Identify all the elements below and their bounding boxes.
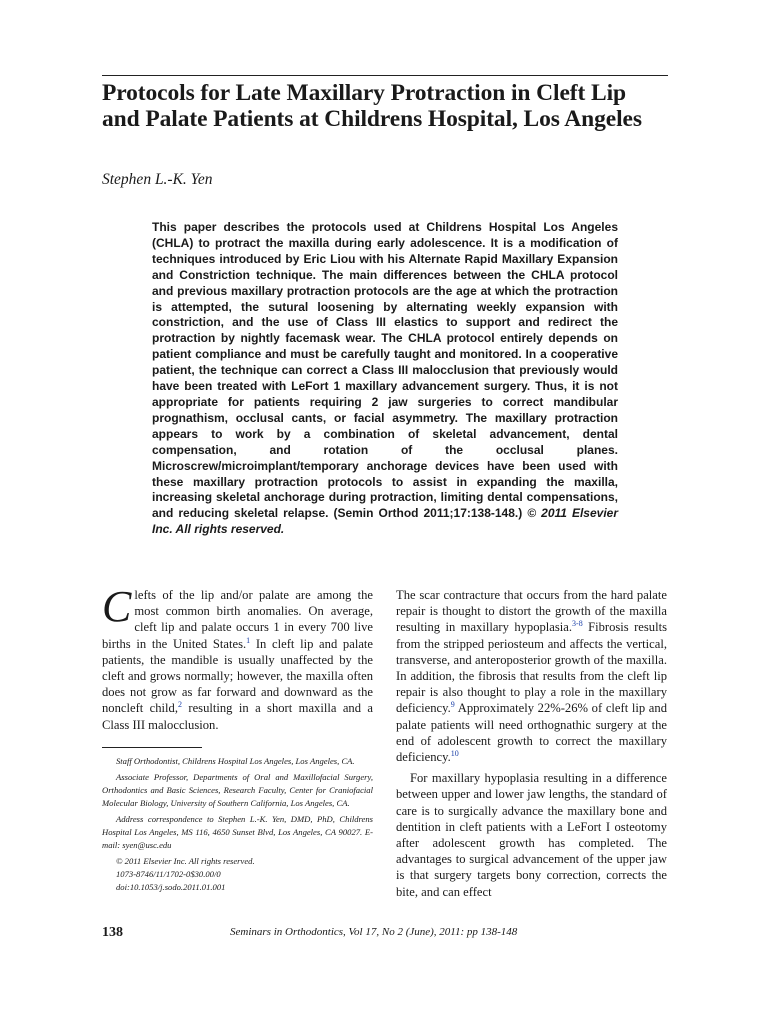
footnote-correspondence: Address correspondence to Stephen L.-K. Yen, DMD, PhD, Childrens Hospital Los Angeles, MS 116, 4650 Sunset Blvd, Los Angeles, CA 90027. E-mail: syen@usc.edu	[102, 814, 373, 850]
page-number: 138	[102, 925, 123, 940]
author-name: Stephen L.-K. Yen	[102, 171, 213, 188]
intro-paragraph: Clefts of the lip and/or palate are among the most common birth anomalies. On average, cleft lip and palate occurs 1 in every 700 live births in the United States.$^1$ In cleft lip and palate patients, the mandible is usually unaffected by the cleft and grows normally; however, the maxilla often does not grow as far forward and downward as the noncleft child,$^2$ resulting in a short maxilla and a Class III malocclusion.	[102, 582, 373, 732]
reference-link-2[interactable]: 2	[178, 700, 182, 710]
reference-link-10[interactable]: 10	[450, 749, 459, 759]
body-column-right	[396, 587, 667, 900]
abstract-copyright: © 2011 Elsevier Inc. All rights reserved.	[152, 506, 618, 537]
footnote-copyright: © 2011 Elsevier Inc. All rights reserved.	[116, 856, 255, 866]
reference-link-1[interactable]: 1	[246, 635, 251, 645]
body-column-left	[102, 582, 373, 733]
journal-citation: Seminars in Orthodontics, Vol 17, No 2 (June), 2011: pp 138-148	[230, 926, 518, 938]
footnote-issn: 1073-8746/11/1702-0$30.00/0	[116, 869, 221, 879]
article-title: Protocols for Late Maxillary Protraction in Cleft Lip and Palate Patients at Childrens Hospital, Los Angeles	[102, 80, 642, 132]
hypoplasia-paragraph: For maxillary hypoplasia resulting in a difference between upper and lower jaw lengths, the standard of care is to surgically advance the maxillary bone and dentition in cleft patients with a LeFort I osteotomy after adolescent growth has completed. The advantages to surgical advancement of the upper jaw is that surgery targets bony correction, corrects the bite, and can effect	[396, 771, 667, 899]
footnote-affiliation-1: Staff Orthodontist, Childrens Hospital Los Angeles, Los Angeles, CA.	[116, 756, 355, 766]
drop-cap: C	[102, 582, 132, 631]
email-link[interactable]: syen@usc.edu	[122, 840, 172, 850]
reference-link-3-8[interactable]: 3-8	[572, 619, 583, 629]
abstract	[152, 220, 618, 538]
reference-link-9[interactable]: 9	[450, 700, 455, 710]
scar-paragraph: The scar contracture that occurs from the hard palate repair is thought to distort the growth of the maxilla resulting in maxillary hypoplasia.$^{3-8}$ Fibrosis results from the stripped periosteum and affects the vertical, transverse, and anteroposterior growth of the maxilla. In addition, the fibrosis that results from the cleft lip repair is also thought to play a role in the maxillary deficiency.$^9$ Approximately 22%-26% of cleft lip and palate patients will need orthognathic surgery at the end of adolescent growth to correct the maxillary deficiency.$^{10}$	[396, 588, 667, 765]
footnote-affiliation-2: Associate Professor, Departments of Oral and Maxillofacial Surgery, Orthodontics and Basic Sciences, Research Faculty, Center for Craniofacial Molecular Biology, University of Southern California, Los Angeles, CA.	[102, 772, 373, 808]
top-rule	[102, 75, 668, 76]
footnote-doi: doi:10.1053/j.sodo.2011.01.001	[116, 882, 226, 892]
footnotes	[102, 755, 373, 894]
abstract-text: This paper describes the protocols used at Childrens Hospital Los Angeles (CHLA) to protract the maxilla during early adolescence. It is a modification of techniques introduced by Eric Liou with his Alternate Rapid Maxillary Expansion and Constriction technique. The main differences between the CHLA protocol and previous maxillary protraction protocols are the age at which the protraction is attempted, the sutural loosening by alternating weekly expansion with constriction, and the use of Class III elastics to support and redirect the protraction by nightly facemask wear. The CHLA protocol entirely depends on patient compliance and must be carefully taught and monitored. In a cooperative patient, the technique can correct a Class III malocclusion that previously would have been treated with LeFort 1 maxillary advancement surgery. Thus, it is not appropriate for patients requiring 2 jaw surgeries to correct mandibular prognathism, occlusal cants, or facial asymmetry. The maxillary protraction appears to work by a combination of skeletal advancement, dental compensation, and rotation of the occlusal planes. Microscrew/microimplant/temporary anchorage devices have been used with these maxillary protraction protocols to assist in expanding the maxilla, increasing skeletal anchorage during protraction, limiting dental compensations, and reducing skeletal relapse. (Semin Orthod 2011;17:138-148.)	[152, 220, 618, 521]
footnote-rule	[102, 747, 202, 748]
